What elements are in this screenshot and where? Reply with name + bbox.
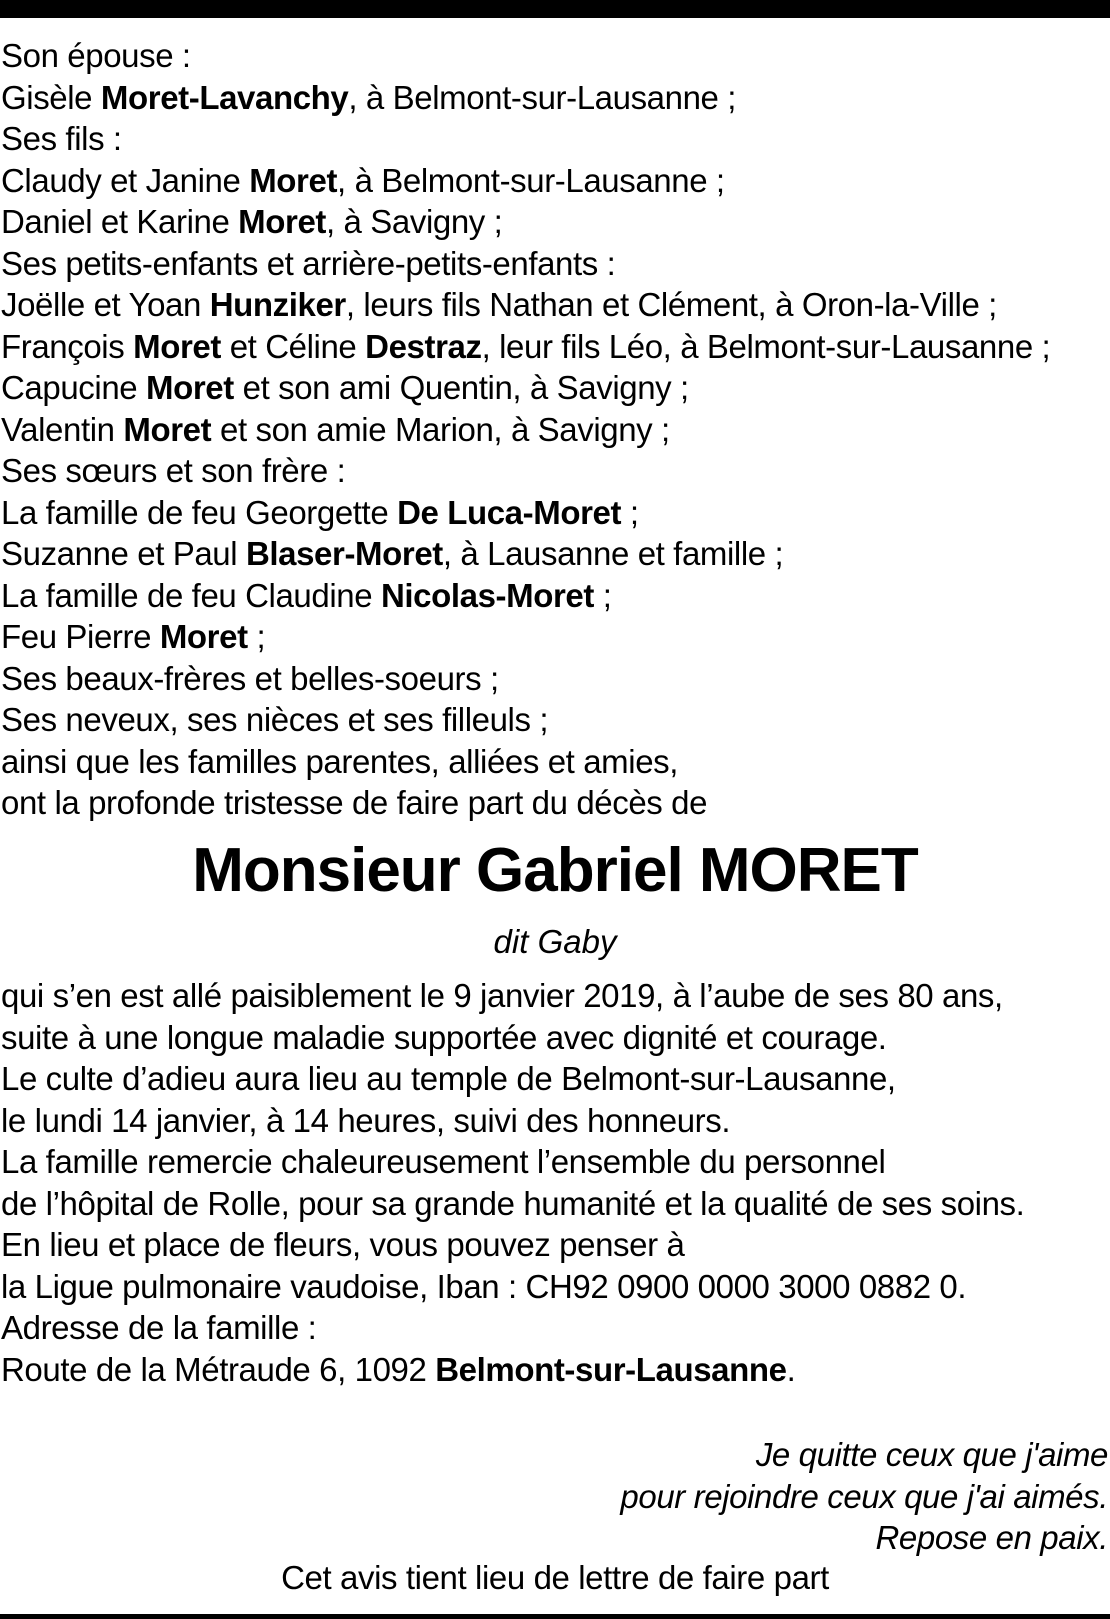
details-line: Le culte d’adieu aura lieu au temple de Belmont-sur-Lausanne, [1, 1060, 896, 1097]
family-line: Joëlle et Yoan Hunziker, leurs fils Nathan et Clément, à Oron-la-Ville ; [1, 286, 997, 323]
funeral-details [1, 975, 1107, 1390]
family-line: Ses petits-enfants et arrière-petits-enfants : [1, 244, 616, 282]
details-line: suite à une longue maladie supportée avec dignité et courage. [1, 1018, 887, 1056]
details-line: En lieu et place de fleurs, vous pouvez penser à [1, 1226, 685, 1263]
family-line: Son épouse : [1, 37, 191, 74]
details-line: le lundi 14 janvier, à 14 heures, suivi des honneurs. [1, 1101, 731, 1139]
family-line: Suzanne et Paul Blaser-Moret, à Lausanne et famille ; [1, 535, 784, 572]
notice-footer-note: Cet avis tient lieu de lettre de faire part [281, 1559, 829, 1596]
family-line: Ses neveux, ses nièces et ses filleuls ; [1, 701, 549, 738]
memorial-quote [408, 1434, 1108, 1559]
family-line: ont la profonde tristesse de faire part du décès de [1, 784, 708, 821]
family-line: Ses fils : [1, 120, 122, 157]
deceased-name: Monsieur Gabriel MORET [192, 836, 918, 905]
details-line: La famille remercie chaleureusement l’ensemble du personnel [1, 1143, 886, 1180]
details-line: qui s’en est allé paisiblement le 9 janvier 2019, à l’aube de ses 80 ans, [1, 977, 1003, 1014]
quote-line: pour rejoindre ceux que j'ai aimés. [620, 1477, 1108, 1515]
details-line: de l’hôpital de Rolle, pour sa grande humanité et la qualité de ses soins. [1, 1184, 1025, 1222]
quote-line: Je quitte ceux que j'aime [755, 1436, 1108, 1473]
family-line: Feu Pierre Moret ; [1, 618, 266, 655]
family-line: ainsi que les familles parentes, alliées et amies, [1, 742, 679, 780]
bottom-border-rule [0, 1614, 1110, 1619]
family-line: Ses sœurs et son frère : [1, 452, 346, 489]
family-line: La famille de feu Claudine Nicolas-Moret ; [1, 576, 612, 614]
details-line: Adresse de la famille : [1, 1309, 317, 1346]
family-line: François Moret et Céline Destraz, leur fils Léo, à Belmont-sur-Lausanne ; [1, 327, 1051, 365]
family-line: Valentin Moret et son amie Marion, à Savigny ; [1, 410, 670, 448]
family-line: Claudy et Janine Moret, à Belmont-sur-Lausanne ; [1, 161, 725, 199]
details-line: la Ligue pulmonaire vaudoise, Iban : CH92 0900 0000 3000 0882 0. [1, 1267, 967, 1305]
family-line: Ses beaux-frères et belles-soeurs ; [1, 659, 499, 697]
quote-line: Repose en paix. [875, 1519, 1108, 1556]
family-line: La famille de feu Georgette De Luca-Moret ; [1, 493, 639, 531]
family-line: Capucine Moret et son ami Quentin, à Savigny ; [1, 369, 689, 406]
deceased-nickname: dit Gaby [493, 923, 617, 960]
family-line: Daniel et Karine Moret, à Savigny ; [1, 203, 503, 240]
top-border-rule [0, 0, 1110, 18]
family-address-line: Route de la Métraude 6, 1092 Belmont-sur-Lausanne. [1, 1350, 796, 1388]
family-line: Gisèle Moret-Lavanchy, à Belmont-sur-Lausanne ; [1, 78, 737, 116]
family-list [1, 35, 1107, 824]
